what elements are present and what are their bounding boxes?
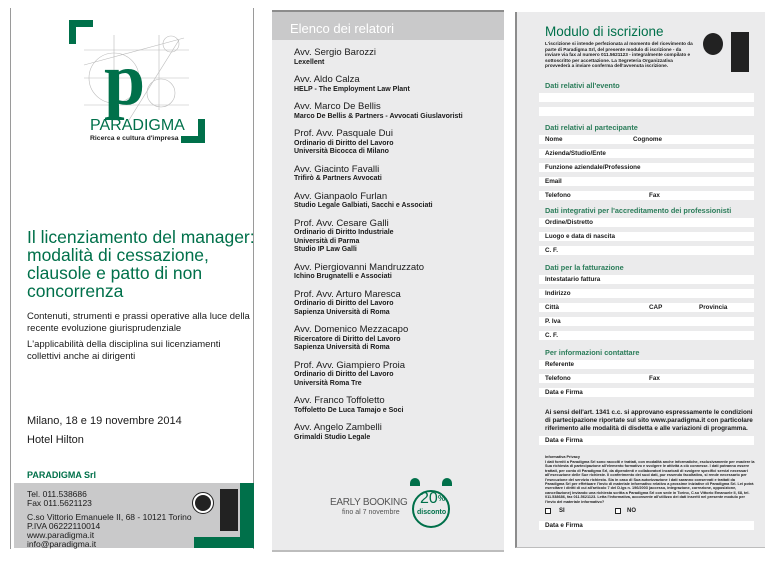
event-title: Il licenziamento del manager: modalità di cessazione, clausole e patto di non concorrenza [27,227,255,301]
speaker-affiliation: Sapienza Università di Roma [294,308,390,316]
speaker-entry [294,263,494,282]
speaker-entry [294,219,494,255]
form-field-label: Nome [545,136,563,143]
signature-field-2[interactable] [539,521,754,530]
speaker-affiliation: Università di Parma [294,237,360,245]
form-section-title: Dati integrativi per l'accreditamento dei professionisti [545,206,732,215]
phone: Tel. 011.538686 [27,489,87,499]
certification-seal-icon [193,493,213,513]
form-field-label: Città [545,304,559,311]
svg-text:p: p [104,39,146,121]
speaker-affiliation: Sapienza Università di Roma [294,344,390,351]
form-section-title: Dati per la fatturazione [545,263,624,272]
speaker-affiliation: Ordinario di Diritto Industriale [294,229,394,236]
form-field-label: Intestatario fattura [545,276,601,283]
kiwa-certification-icon [220,489,238,531]
form-field-label: Ordine/Distretto [545,219,593,226]
green-corner-base [194,537,254,548]
form-field-label: Telefono [545,192,571,199]
form-field[interactable] [539,191,754,200]
vat-number: P.IVA 06222110014 [27,521,101,531]
privacy-text: I dati forniti a Paradigma Srl sono raccolti e trattati, con modalità anche informatiche, esclusivamente per evadere la Sua richiesta di partecipazione all'elemento formativo e svolgere le attività a ciò connesse. I dati potranno essere trattati, per conto di Paradigma Srl, da dipendenti e collaboratori incaricati di svolgere specifici servizi necessari all'esecuzione delle Sue richieste. Il conferimento dei suoi dati, pur essendo facoltativo, si rende necessario per l'esecuzione del servizio richiesto. Sia in caso di Sua autorizzazione i dati saranno conservati e trattati da Paradigma Srl per effettuare l'invio di materiale informativo relativo a prossime iniziative di Paradigma Srl. Lei potrà esercitare i diritti di cui all'articolo 7 del D.lgs n. 196/2003 (accesso, integrazione, correzione, opposizione, cancellazione) inviando una richiesta scritta a Paradigma Srl con sede in Torino, C.so Vittorio Emanuele II, 68, tel. 011.538686, fax 011.5621123. Letta l'informativa, acconsente all'utilizzo dei dati inseriti nel presente modulo per l'invio del materiale informativo? [545,460,755,504]
address: C.so Vittorio Emanuele II, 68 - 10121 Torino [27,512,192,522]
form-section-title: Dati relativi al partecipante [545,123,638,132]
speaker-entry [294,129,494,157]
website-link[interactable]: www.paradigma.it [27,530,95,540]
form-field[interactable] [539,275,754,284]
form-field[interactable] [539,93,754,102]
speaker-affiliation: HELP - The Employment Law Plant [294,85,410,93]
form-field[interactable] [539,388,754,397]
form-section-title: Per informazioni contattare [545,348,640,357]
speaker-affiliation: Università Roma Tre [294,379,362,387]
speaker-name: Avv. Aldo Calza [294,74,360,85]
signature-field[interactable] [539,436,754,445]
speaker-affiliation: Ordinario di Diritto del Lavoro [294,139,394,147]
speaker-name: Prof. Avv. Giampiero Proia [294,359,406,371]
speaker-name: Prof. Avv. Arturo Maresca [294,288,401,300]
speakers-list [294,48,494,450]
speaker-entry [294,192,494,211]
speaker-name: Avv. Franco Toffoletto [294,395,385,406]
form-field[interactable] [539,135,754,144]
form-field-label: Email [545,178,562,185]
kiwa-certification-icon [731,32,749,72]
speaker-affiliation: Lexellent [294,58,325,66]
registration-form [515,12,765,548]
form-field-label: Azienda/Studio/Ente [545,150,606,157]
form-field-label: Referente [545,361,575,368]
company-name: PARADIGMA Srl [27,470,97,480]
early-booking-deadline: fino al 7 novembre [342,509,400,516]
speaker-affiliation: Marco De Bellis & Partners - Avvocati Giuslavoristi [294,112,463,120]
form-field-label: Telefono [545,375,571,382]
consent-no-label: NO [627,508,636,514]
paradigma-logo [69,20,209,160]
discount-label: disconto [417,509,447,516]
certification-seal-icon [703,33,723,55]
form-field-label: CAP [649,304,663,311]
email-link[interactable]: info@paradigma.it [27,539,97,549]
speaker-name: Prof. Avv. Pasquale Dui [294,128,393,139]
form-field[interactable] [539,331,754,340]
speaker-entry [294,165,494,184]
form-field-label: P. Iva [545,318,561,325]
consent-yes-label: SI [559,508,565,514]
speaker-entry [294,361,494,389]
speaker-entry [294,423,494,442]
speaker-name: Avv. Marco De Bellis [294,101,381,112]
speaker-entry [294,102,494,121]
speaker-affiliation: Ichino Brugnatelli e Associati [294,273,392,280]
fax: Fax 011.5621123 [27,498,92,508]
consent-no-checkbox[interactable] [615,508,621,514]
form-section-title: Dati relativi all'evento [545,81,620,90]
speaker-name: Avv. Domenico Mezzacapo [294,324,409,335]
speaker-name: Avv. Angelo Zambelli [294,422,382,433]
signature-label: Data e Firma [545,522,583,529]
form-field[interactable] [539,246,754,255]
cover-panel [10,8,254,549]
form-field[interactable] [539,163,754,172]
speaker-affiliation: Toffoletto De Luca Tamajo e Soci [294,406,404,414]
form-field-label: C. F. [545,332,558,339]
approval-text: Ai sensi dell'art. 1341 c.c. si approvano espressamente le condizioni di partecipazione riportate sul sito www.paradigma.it con particolare riferimento alle modalità di disdetta e alle variazioni di programma. [545,409,753,433]
event-venue: Hotel Hilton [27,434,84,446]
speaker-entry [294,75,494,94]
form-field[interactable] [539,177,754,186]
speaker-name: Avv. Gianpaolo Furlan [294,190,388,202]
form-field-label: Indirizzo [545,290,571,297]
form-field[interactable] [539,317,754,326]
form-field[interactable] [539,360,754,369]
alarm-bell-left [410,478,420,486]
speaker-entry [294,396,494,415]
alarm-bell-right [442,478,452,486]
speaker-entry [294,325,494,353]
early-booking-label: EARLY BOOKING [330,497,408,508]
form-field-label: Funzione aziendale/Professione [545,164,641,171]
speaker-affiliation: Università Bicocca di Milano [294,148,389,155]
speaker-name: Avv. Giacinto Favalli [294,163,380,175]
speaker-affiliation: Studio Legale Galbiati, Sacchi e Associati [294,202,433,209]
consent-yes-checkbox[interactable] [545,508,551,514]
svg-text:PARADIGMA: PARADIGMA [90,117,185,134]
form-intro: L'iscrizione si intende perfezionata al momento del ricevimento da parte di Paradigma Srl, del presente modulo di iscrizione - da inviare via fax al numero 011.5621123 - integralmente compilato e sottoscritto per accettazione. La Segreteria Organizzativa provvederà a inviare conferma dell'avvenuta iscrizione. [545,41,693,69]
form-heading: Modulo di iscrizione [545,24,664,39]
speaker-entry [294,48,494,67]
form-field[interactable] [539,374,754,383]
form-field[interactable] [539,149,754,158]
speaker-affiliation: Studio IP Law Galli [294,246,357,253]
form-field[interactable] [539,303,754,312]
form-field-label: Fax [649,192,660,199]
form-field[interactable] [539,218,754,227]
form-field-label: C. F. [545,247,558,254]
speaker-name: Avv. Sergio Barozzi [294,47,377,58]
contact-footer [14,483,254,548]
speaker-name: Avv. Piergiovanni Mandruzzato [294,261,425,273]
speaker-affiliation: Ricercatore di Diritto del Lavoro [294,335,401,343]
form-field-label: Data e Firma [545,389,583,396]
form-field[interactable] [539,289,754,298]
form-field-label: Fax [649,375,660,382]
speaker-affiliation: Grimaldi Studio Legale [294,433,371,441]
event-subtitle: Contenuti, strumenti e prassi operative alla luce della recente evoluzione giurisprudenziale [27,311,250,334]
speaker-affiliation: Ordinario di Diritto del Lavoro [294,300,394,307]
form-field[interactable] [539,107,754,116]
speakers-panel [272,10,504,552]
speaker-name: Prof. Avv. Cesare Galli [294,217,389,229]
speaker-entry [294,290,494,318]
privacy-title: Informativa Privacy [545,455,581,459]
event-date: Milano, 18 e 19 novembre 2014 [27,415,182,427]
signature-label: Data e Firma [545,437,583,444]
discount-percent: % [438,494,446,503]
form-field[interactable] [539,232,754,241]
form-field-label: Luogo e data di nascita [545,233,615,240]
discount-value: 20 [420,490,438,507]
form-field-label: Cognome [633,136,663,143]
event-subtitle-2: L'applicabilità della disciplina sui licenziamenti collettivi anche ai dirigenti [27,339,221,362]
speakers-heading: Elenco dei relatori [272,12,504,40]
speaker-affiliation: Trifirò & Partners Avvocati [294,175,382,182]
speaker-affiliation: Ordinario di Diritto del Lavoro [294,371,394,378]
form-field-label: Provincia [699,304,728,311]
svg-text:Ricerca e cultura d'impresa: Ricerca e cultura d'impresa [90,135,179,142]
